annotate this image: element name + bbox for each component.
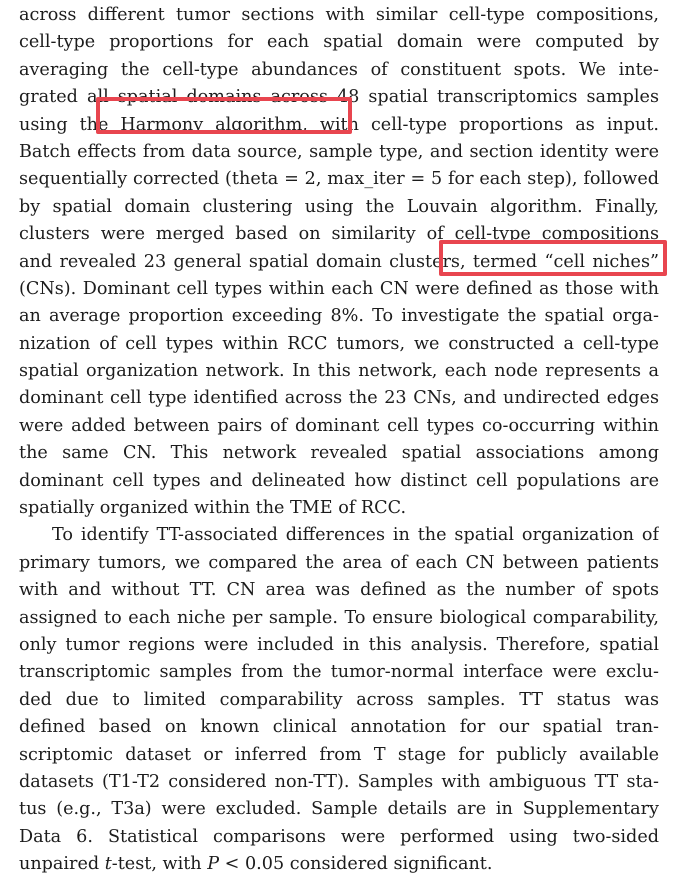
text-line: datasets (T1-T2 considered non-TT). Samples with ambiguous TT sta- [19, 771, 659, 792]
text-line: ded due to limited comparability across samples. TT status was [19, 689, 659, 710]
text-line: primary tumors, we compared the area of each CN between patients [19, 552, 659, 573]
p-italic: P [207, 854, 220, 875]
text-line: were added between pairs of dominant cell types co-occurring within [19, 415, 659, 436]
text-line: defined based on known clinical annotation for our spatial tran- [19, 717, 659, 738]
text-line: cell-type proportions for each spatial domain were computed by [19, 32, 659, 53]
t-italic: t [104, 854, 112, 875]
text-line: spatially organized within the TME of RCC. [19, 498, 407, 519]
text-line: Data 6. Statistical comparisons were performed using two-sided [19, 826, 659, 847]
text-line: transcriptomic samples from the tumor-normal interface were exclu- [19, 662, 659, 683]
text-line: and revealed 23 general spatial domain clusters, termed “cell niches” [19, 251, 659, 272]
text-line: an average proportion exceeding 8%. To investigate the spatial orga- [19, 306, 659, 327]
text-line: To identify TT-associated differences in the spatial organization of [52, 525, 659, 546]
article-text [19, 2, 659, 879]
text-line: grated all spatial domains across 48 spatial transcriptomics samples [19, 87, 659, 108]
text-line: across different tumor sections with similar cell-type compositions, [19, 5, 659, 25]
text-line: using the Harmony algorithm, with cell-type proportions as input. [19, 114, 659, 135]
text-line: tus (e.g., T3a) were excluded. Sample details are in Supplementary [19, 799, 659, 820]
text-line: assigned to each niche per sample. To ensure biological comparability, [19, 607, 659, 628]
text-line: dominant cell types and delineated how distinct cell populations are [19, 470, 659, 491]
paragraph-2 [19, 522, 659, 851]
text-line: dominant cell type identified across the 23 CNs, and undirected edges [19, 388, 659, 409]
text-line: clusters were merged based on similarity of cell-type compositions [19, 224, 659, 245]
text-line: averaging the cell-type abundances of constituent spots. We inte- [19, 59, 659, 80]
text-line: with and without TT. CN area was defined as the number of spots [19, 580, 659, 601]
text-line: nization of cell types within RCC tumors, we constructed a cell-type [19, 333, 659, 354]
paragraph-2-last-line: unpaired t-test, with P < 0.05 considered significant. [19, 854, 493, 875]
text-line: only tumor regions were included in this analysis. Therefore, spatial [19, 634, 659, 655]
text-line: the same CN. This network revealed spatial associations among [19, 443, 659, 464]
text-line: (CNs). Dominant cell types within each CN were defined as those with [19, 278, 659, 299]
paragraph-1 [19, 2, 659, 522]
text-line: by spatial domain clustering using the Louvain algorithm. Finally, [19, 196, 659, 217]
text-line: Batch effects from data source, sample type, and section identity were [19, 141, 659, 162]
text-line: sequentially corrected (theta = 2, max_iter = 5 for each step), followed [19, 169, 659, 190]
text-line: scriptomic dataset or inferred from T stage for publicly available [19, 744, 659, 765]
text-line: spatial organization network. In this network, each node represents a [19, 361, 659, 382]
